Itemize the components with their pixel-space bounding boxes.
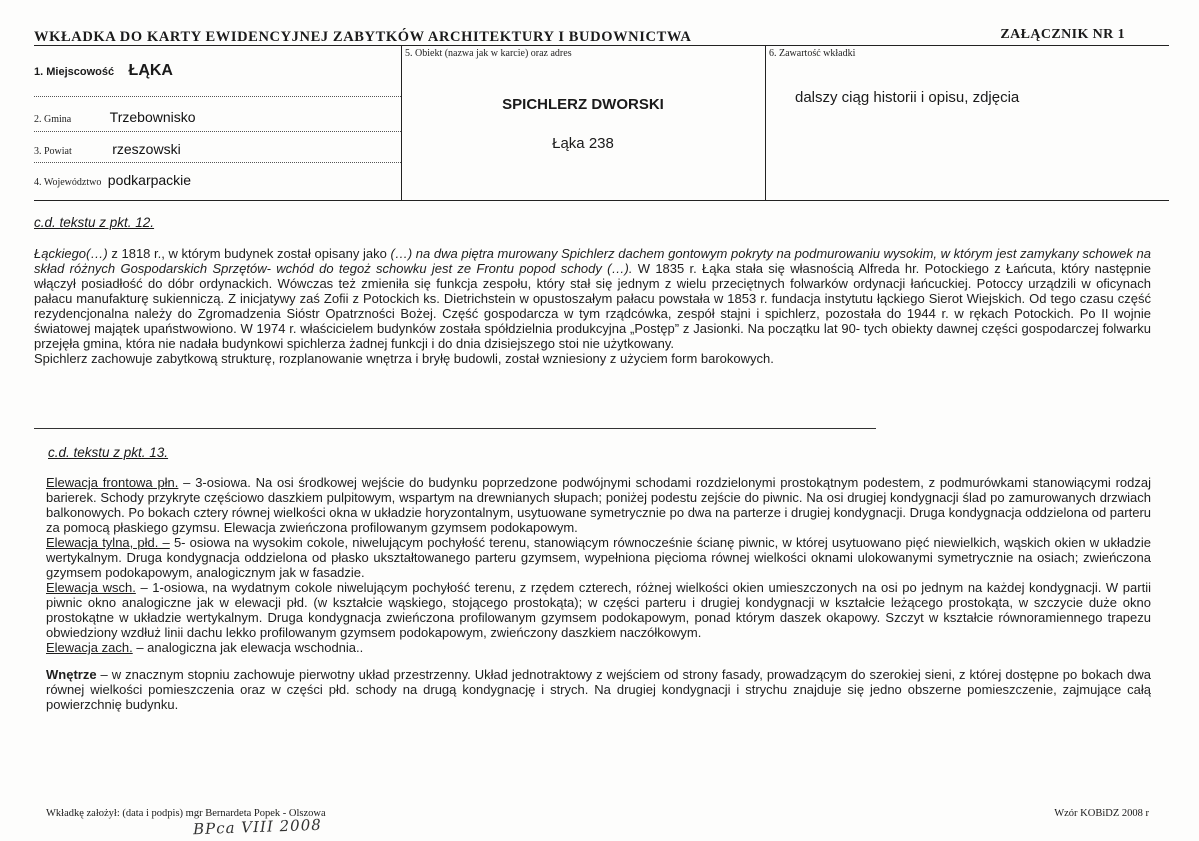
elevation-label: Elewacja frontowa płn. [46,475,179,490]
handwritten-signature: BPca VIII 2008 [192,815,323,839]
section-13-heading: c.d. tekstu z pkt. 13. [48,445,169,460]
dotted-divider [34,131,401,132]
wojewodztwo-value: podkarpackie [107,172,192,188]
obiekt-label: 5. Obiekt (nazwa jak w karcie) oraz adres [405,48,572,59]
powiat-value: rzeszowski [112,141,181,157]
author-name: mgr Bernardeta Popek - Olszowa [185,808,326,819]
attachment-number: ZAŁĄCZNIK NR 1 [1000,27,1125,42]
powiat-label: 3. Powiat [34,146,72,157]
text-fragment: W 1835 r. Łąka stała się własnością Alfreda hr. Potockiego z Łańcuta, który następnie włączył posiadłość do dóbr ordynackich. Wówczas też zmieniła się funkcja zespołu, który stał się jednym z wielu przeciętnych folwarków ordynacji łańcuckiej. Potoccy urządzili w oficynach pałacu manufakturę sukienniczą. Z inicjatywy zaś Zofii z Potockich ks. Dietrichstein w opustoszałym pałacu powstała w 1853 r. fundacja instytutu łąckiego Sierot Wiejskich. Od tego czasu część rezydencjonalna należy do Zgromadzenia Sióstr Opatrzności Bożej. Część gospodarcza w tym rządcówka, zespół stajni i spichlerz, pozostała do 1944 r. w rękach Potockich. Po II wojnie światowej majątek upaństwowiono. W 1974 r. właścicielem budynków została spółdzielnia produkcyjna „Postęp” z Jasionki. Na początku lat 90- tych obiekty dawnej części gospodarczej folwarku przejęła gmina, która nie nadała budynkowi spichlerza żadnej funkcji i do dnia dzisiejszego stoi nie użytkowany. [34,261,1151,351]
section-12-paragraph [34,246,1151,351]
text-fragment: Łąckiego(…) [34,246,108,261]
text-fragment: z 1818 r., w którym budynek został opisany jako [107,246,391,261]
form-version: Wzór KOBiDZ 2008 r [1054,808,1149,819]
interior-paragraph [46,667,1151,712]
field-wojewodztwo [34,172,191,190]
elevation-text: 5- osiowa na wysokim cokole, niwelującym pochyłość terenu, stanowiącym równocześnie ścianę piwnic, w której usytuowano pięć niewielkich, wąskich okien w układzie wertykalnym. Druga kondygnacja oddzielona od płasko ukształtowanego parteru gzymsem, wypełniona pięcioma równej wielkości oknami ulokowanymi symetrycznie na osiach; zwieńczona gzymsem podokapowym, analogicznym jak w fasadzie. [46,535,1152,580]
form-title: WKŁADKA DO KARTY EWIDENCYJNEJ ZABYTKÓW ARCHITEKTURY I BUDOWNICTWA [34,29,692,45]
elevation-text: – analogiczna jak elewacja wschodnia.. [132,640,364,655]
elevation-label: Elewacja wsch. [46,580,136,595]
elevation-paragraph [46,640,1151,655]
section-12-body [34,246,1151,366]
elevation-text: – 1-osiowa, na wydatnym cokole niwelującym pochyłość terenu, z rzędem czterech, różnej wielkości okien umieszczonych na osi po jednym na każdej kondygnacji. W partii piwnic okno analogiczne jak w elewacji płd. (w kształcie wąskiego, stojącego prostokąta); w części parteru i drugiej kondygnacji w kształcie leżącego prostokąta, w szczycie duże okno prostokątne w układzie wertykalnym. Druga kondygnacja zwieńczona profilowanym gzymsem podokapowym, ponad którym daszek okapowy. Szczyt w kształcie równoramiennego trapezu obwiedziony wzdłuż linii dachu lekko profilowanym gzymsem podokapowym, zwieńczony daszkiem naczółkowym. [46,580,1151,640]
column-divider-2 [765,45,766,200]
zawartosc-label: 6. Zawartość wkładki [769,48,856,59]
header-rule [34,45,1169,46]
obiekt-address: Łąka 238 [552,135,614,152]
zawartosc-value: dalszy ciąg historii i opisu, zdjęcia [795,89,1020,106]
elevation-text: – 3-osiowa. Na osi środkowej wejście do budynku poprzedzone podwójnymi schodami rozdzielonymi prostokątnym podestem, z podmurówkami stanowiącymi rodzaj barierek. Schody przykryte częściowo daszkiem pulpitowym, wspartym na drewnianych słupach; poniżej podestu zejście do piwnic. Na osi drugiej kondygnacji ślad po zamurowanych drzwiach balkonowych. Po bokach cztery równej wielkości okna w układzie horyzontalnym, usytuowane symetrycznie po dwa na parterze i drugiej kondygnacji. Druga kondygnacja oddzielona od parteru za pomocą płaskiego gzymsu. Elewacja zwieńczona profilowanym gzymsem podokapowym. [46,475,1151,535]
dotted-divider [34,96,401,97]
quote-fragment: (…) na dwa piętra murowany Spichlerz dachem gontowym pokryty na podmurowaniu wysokim, w którym jest zamykany schowek na skład różnych Gospodarskich Sprzętów- wchód do tegoż schowku jest ze Frontu popod schody (…). [34,246,1152,276]
miejscowosc-value: ŁĄKA [128,62,173,79]
section-12-heading: c.d. tekstu z pkt. 12. [34,215,155,230]
elevation-label: Elewacja tylna, płd. – [46,535,170,550]
elevation-label: Elewacja zach. [46,640,133,655]
field-miejscowosc [34,62,173,80]
obiekt-name: SPICHLERZ DWORSKI [502,96,664,113]
interior-text: – w znacznym stopniu zachowuje pierwotny układ przestrzenny. Układ jednotraktowy z wejściem od strony fasady, prowadzącym do szerokiej sieni, z której dostępne po bokach dwa równej wielkości pomieszczenia oraz w części płd. schody na drugą kondygnację i strych. Na drugiej kondygnacji i strychu znajduje się jedno obszerne pomieszczenie, zajmujące całą powierzchnię budynku. [46,667,1151,712]
gmina-label: 2. Gmina [34,114,72,125]
column-divider-1 [401,45,402,200]
dotted-divider [34,162,401,163]
section-12-paragraph: Spichlerz zachowuje zabytkową strukturę, rozplanowanie wnętrza i bryłę budowli, został wzniesiony z użyciem form barokowych. [34,351,774,366]
interior-label: Wnętrze [46,667,97,682]
wojewodztwo-label: 4. Województwo [34,177,102,188]
section-13-body [46,475,1151,712]
miejscowosc-label: 1. Miejscowość [34,66,115,78]
fields-bottom-rule [34,200,1169,201]
elevation-paragraph [46,475,1151,535]
section-divider [34,428,876,429]
field-powiat [34,141,181,159]
field-gmina [34,109,196,127]
elevation-paragraph [46,535,1151,580]
elevation-paragraph [46,580,1151,640]
gmina-value: Trzebownisko [109,109,196,125]
author-label: Wkładkę założył: (data i podpis) [46,808,184,819]
